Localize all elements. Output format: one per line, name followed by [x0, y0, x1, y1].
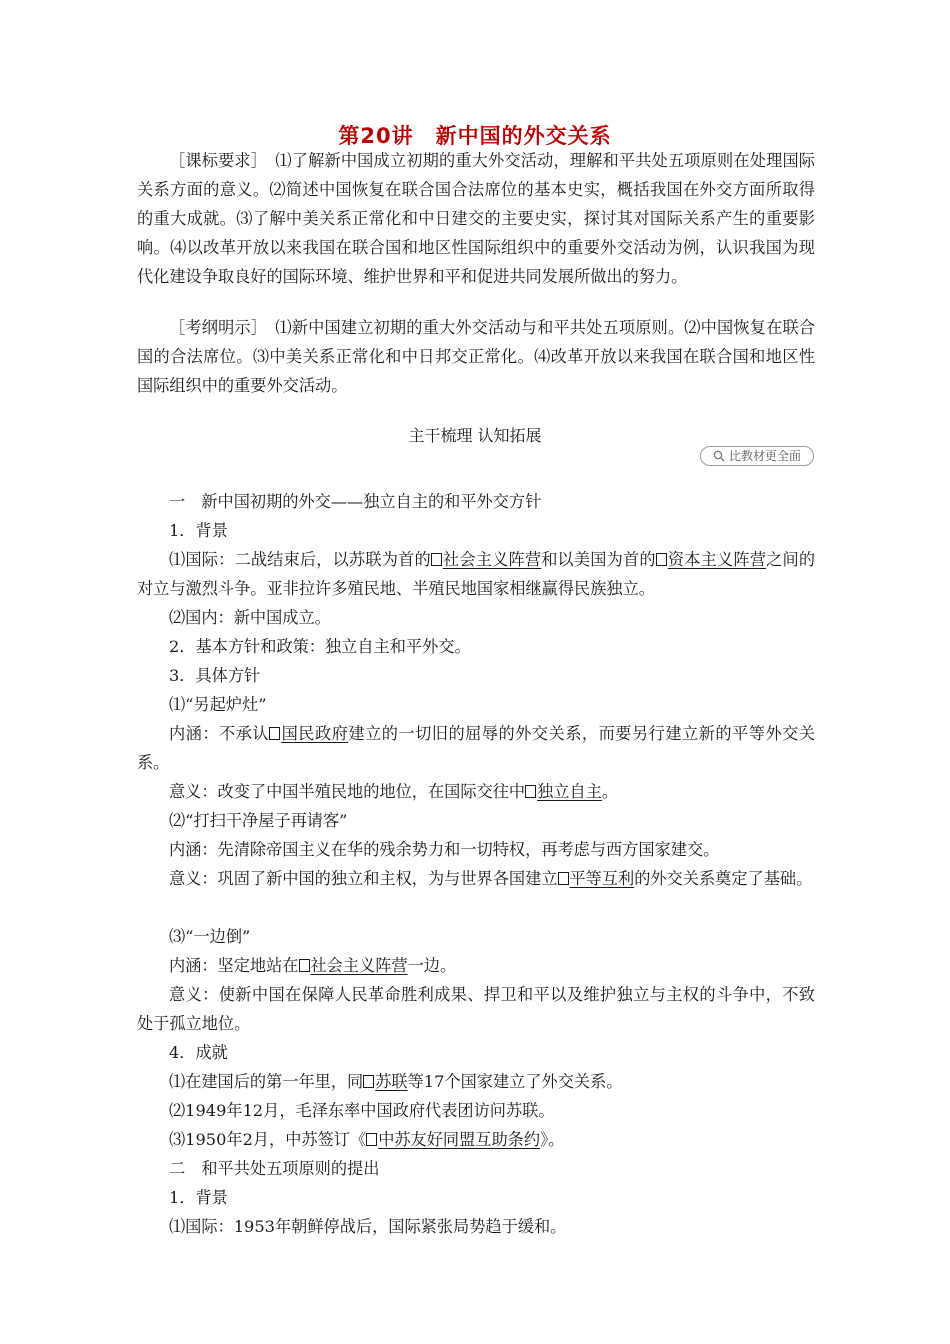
blank-box-icon: [558, 872, 569, 885]
section-heading: 主干梳理 认知拓展: [408, 426, 542, 445]
compare-textbook-badge: [700, 446, 814, 466]
achievement-2: ⑵1949年12月，毛泽东率中国政府代表团访问苏联。: [169, 1101, 555, 1120]
policy-3-title: ⑶“一边倒”: [169, 927, 251, 946]
blank-box-icon: [363, 1075, 374, 1088]
policy-1-meaning: 内涵：不承认 国民政府建立的一切旧的屈辱的外交关系，而要另行建立新的平等外交关系。: [137, 724, 816, 772]
policy-3-meaning: 内涵：坚定地站在 社会主义阵营一边。: [169, 956, 457, 975]
blank-box-icon: [269, 727, 280, 740]
blank-answer: 中苏友好同盟互助条约: [366, 1130, 540, 1149]
policy-2-meaning: 内涵：先清除帝国主义在华的残余势力和一切特权，再考虑与西方国家建交。: [169, 840, 720, 859]
blank-answer: 苏联: [363, 1072, 407, 1091]
s1-background-title: 1．背景: [169, 521, 228, 540]
achievement-3: ⑶1950年2月，中苏签订《 中苏友好同盟互助条约》。: [169, 1130, 565, 1149]
blank-answer: 平等互利: [558, 869, 635, 888]
s2-background-title: 1．背景: [169, 1188, 228, 1207]
blank-answer: 社会主义阵营: [431, 550, 541, 569]
blank-answer: 资本主义阵营: [656, 550, 766, 569]
s1-basic-policy: 2．基本方针和政策：独立自主和平外交。: [169, 637, 471, 656]
s1-specific-policy-title: 3．具体方针: [169, 666, 261, 685]
achievement-1: ⑴在建国后的第一年里，同 苏联等17个国家建立了外交关系。: [169, 1072, 623, 1091]
blank-box-icon: [656, 553, 667, 566]
blank-box-icon: [525, 785, 536, 798]
policy-1-title: ⑴“另起炉灶”: [169, 695, 267, 714]
policy-1-significance: 意义：改变了中国半殖民地的地位，在国际交往中 独立自主。: [169, 782, 619, 801]
curriculum-requirements: ［课标要求］ ⑴了解新中国成立初期的重大外交活动，理解和平共处五项原则在处理国际关系方面的意义。⑵简述中国恢复在联合国合法席位的基本史实，概括我国在外交方面所取得的重大成就。⑶了解中美关系正常化和中日建交的主要史实，探讨其对国际关系产生的重要影响。⑷以改革开放以来我国在联合国和地区性国际组织中的重要外交活动为例，认识我国为现代化建设争取良好的国际环境、维护世界和平和促进共同发展所做出的努力。: [137, 151, 815, 286]
blank-answer: 社会主义阵营: [299, 956, 408, 975]
section-1-heading: 一 新中国初期的外交——独立自主的和平外交方针: [169, 492, 542, 511]
blank-answer: 独立自主: [525, 782, 602, 801]
s1-achievements-title: 4．成就: [169, 1043, 228, 1062]
blank-answer: 国民政府: [269, 724, 348, 743]
section-2-heading: 二 和平共处五项原则的提出: [169, 1159, 380, 1178]
policy-3-significance: 意义：使新中国在保障人民革命胜利成果、捍卫和平以及维护独立与主权的斗争中，不致处于孤立地位。: [137, 985, 815, 1033]
s2-international-background: ⑴国际：1953年朝鲜停战后，国际紧张局势趋于缓和。: [169, 1217, 567, 1236]
exam-outline: ［考纲明示］ ⑴新中国建立初期的重大外交活动与和平共处五项原则。⑵中国恢复在联合国的合法席位。⑶中美关系正常化和中日邦交正常化。⑷改革开放以来我国在联合国和地区性国际组织中的重要外交活动。: [137, 318, 815, 395]
blank-box-icon: [299, 959, 310, 972]
search-icon: [713, 450, 725, 462]
policy-2-title: ⑵“打扫干净屋子再请客”: [169, 811, 348, 830]
lesson-title: 第20讲 新中国的外交关系: [338, 124, 612, 148]
s1-international-background: ⑴国际：二战结束后，以苏联为首的 社会主义阵营和以美国为首的 资本主义阵营之间的对立与激烈斗争。亚非拉许多殖民地、半殖民地国家相继赢得民族独立。: [137, 550, 816, 598]
blank-box-icon: [366, 1133, 377, 1146]
policy-2-significance: 意义：巩固了新中国的独立和主权，为与世界各国建立 平等互利的外交关系奠定了基础。: [169, 869, 813, 888]
badge-label: 比教材更全面: [728, 449, 801, 463]
blank-box-icon: [431, 553, 442, 566]
s1-domestic-background: ⑵国内：新中国成立。: [169, 608, 331, 627]
